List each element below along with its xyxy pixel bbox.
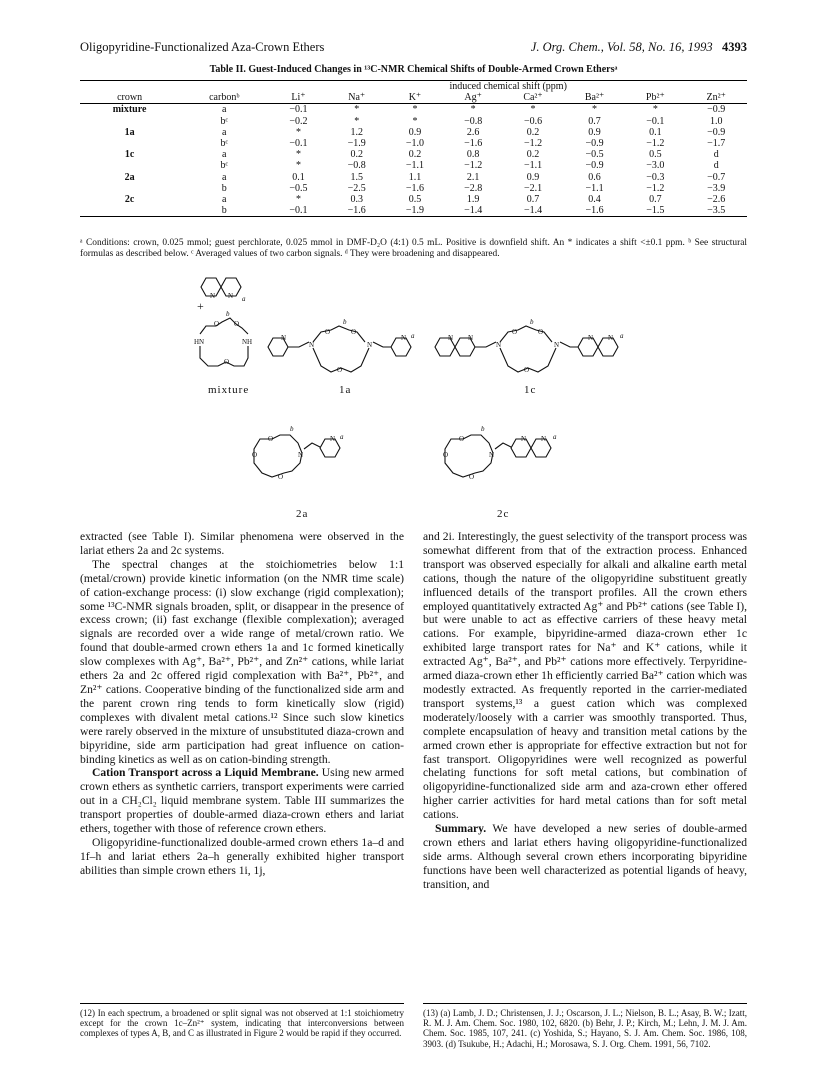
paragraph-text: Using new armed crown ethers as synthetic carriers, transport experiments were carried out in a CH₂Cl₂ liquid membrane system. Table III summarizes the transport properties of double-armed diaza-crown ethers and lariat ethers, together with those of reference crown ethers. — [80, 766, 404, 836]
table-cell: a — [222, 171, 227, 183]
table-column-header: Ba²⁺ — [564, 92, 626, 104]
table-cell: −1.2 — [646, 182, 665, 194]
table-cell: −2.5 — [347, 182, 366, 194]
table-cell: 2.1 — [466, 171, 480, 183]
running-header-left: Oligopyridine-Functionalized Aza-Crown Ethers — [80, 40, 325, 54]
table-cell: 0.6 — [588, 171, 601, 183]
table-cell: * — [530, 104, 536, 116]
atom-N: N — [281, 334, 287, 342]
paragraph — [80, 766, 404, 836]
table-cell: 0.2 — [350, 149, 363, 161]
structure-1c — [432, 318, 632, 378]
atom-O: O — [214, 320, 220, 328]
table-cell: −0.6 — [523, 115, 543, 127]
atom-N: N — [496, 341, 502, 349]
label-mixture: mixture — [208, 384, 250, 396]
bipyridine-structure — [196, 276, 256, 306]
table-cell: 0.9 — [408, 126, 422, 138]
table-cell: −0.2 — [289, 115, 308, 127]
table-cell: * — [296, 194, 301, 206]
table-cell-crown — [80, 116, 179, 127]
table-cell: b — [221, 182, 227, 194]
table-cell: −1.9 — [386, 205, 444, 217]
table-cell: 0.2 — [408, 149, 422, 161]
atom-N: N — [228, 292, 234, 300]
table-cell: −1.2 — [464, 160, 483, 172]
table-cell: −1.4 — [502, 205, 564, 217]
table-cell: −1.6 — [328, 205, 386, 217]
table-cell: 1.2 — [350, 126, 363, 138]
site-b-label: b — [226, 310, 230, 318]
atom-O: O — [459, 435, 465, 443]
table-cell: * — [470, 104, 476, 116]
table-cell: * — [412, 104, 418, 116]
atom-HN: HN — [194, 338, 205, 346]
table-cell: −1.1 — [585, 182, 604, 194]
table-column-header: carbonᵇ — [179, 92, 269, 104]
table-cell: −0.1 — [289, 138, 308, 150]
atom-O: O — [325, 328, 331, 336]
atom-N: N — [330, 435, 336, 443]
atom-N: N — [298, 451, 304, 459]
table-cell: d — [713, 149, 719, 161]
table-row — [80, 172, 747, 183]
table-cell: −0.5 — [585, 149, 604, 161]
table-cell: a — [222, 104, 227, 116]
atom-O: O — [512, 328, 518, 336]
table-cell: * — [296, 126, 301, 138]
structure-2c — [441, 427, 566, 483]
table-cell-crown — [80, 183, 179, 194]
table-row — [80, 183, 747, 194]
table-cell: −0.1 — [269, 205, 327, 217]
footnote-13: (13) (a) Lamb, J. D.; Christensen, J. J.; Oscarson, J. L.; Nielson, B. L.; Asay, B. W.; Izatt, R. M. J. Am. Chem. Soc. 1980, 102, 6820. (b) Behr, J. P.; Kirch, M.; Lehn, J. M. J. Am. Chem. Soc. 1985, 107, 241. (c) Yoshida, S.; Hayano, S. J. Am. Chem. Soc. 1986, 108, 3903. (d) Tsukube, H.; Adachi, H.; Morosawa, S. J. Org. Chem. 1991, 56, 7102. — [423, 1003, 747, 1049]
table-cell-crown: 1a — [124, 126, 135, 138]
atom-O: O — [252, 451, 258, 459]
table-cell: a — [222, 194, 227, 206]
paragraph: Oligopyridine-functionalized double-armed crown ethers 1a–d and 1f–h and lariat ethers 2a–h generally exhibited higher transport abilities than simple crown ethers 1i, 1j, — [80, 835, 404, 877]
paragraph-text: We have developed a new series of double-armed crown ethers and lariat ethers having oligopyridine-functionalized side arms. Although several crown ethers incorporating bipyridine functions have been well characterized as potential ligands of heavy, transition, and — [423, 822, 747, 891]
table-cell: 0.2 — [526, 126, 540, 138]
table-cell: −1.2 — [646, 138, 665, 150]
table-cell: 0.7 — [588, 115, 601, 127]
atom-N: N — [588, 334, 594, 342]
label-2a: 2a — [296, 508, 309, 520]
table-cell: 0.8 — [466, 149, 480, 161]
table-cell: * — [296, 160, 301, 172]
table-row — [80, 138, 747, 149]
running-header-right — [531, 40, 747, 55]
left-text-column — [80, 530, 404, 878]
paragraph: extracted (see Table I). Similar phenomena were observed in the lariat ethers 2a and 2c systems. — [80, 530, 404, 557]
table-cell: −0.5 — [289, 182, 308, 194]
atom-O: O — [443, 451, 449, 459]
table-cell: −3.5 — [685, 205, 747, 217]
table-cell: −2.1 — [523, 182, 543, 194]
structure-2a — [250, 427, 355, 483]
table-cell: * — [354, 104, 360, 116]
table-cell-crown — [80, 205, 179, 217]
atom-O: O — [337, 366, 343, 374]
right-text-column — [423, 530, 747, 892]
table-cell: −3.9 — [707, 182, 726, 194]
table-cell: bᶜ — [220, 138, 229, 150]
label-1a: 1a — [339, 384, 352, 396]
table-cell: 0.7 — [649, 194, 662, 206]
table-cell-crown: 1c — [124, 149, 135, 161]
table-cell: −0.9 — [585, 138, 604, 150]
table-column-header: crown — [80, 92, 179, 104]
table-cell: −0.8 — [347, 160, 366, 172]
atom-NH: NH — [242, 338, 253, 346]
table-column-header: Li⁺ — [269, 92, 327, 104]
atom-O: O — [538, 328, 544, 336]
table-row — [80, 127, 747, 138]
site-b-label: b — [481, 425, 485, 433]
atom-N: N — [521, 435, 527, 443]
table-cell: * — [592, 104, 598, 116]
label-2c: 2c — [497, 508, 510, 520]
atom-N: N — [554, 341, 560, 349]
table-body — [80, 104, 747, 217]
atom-O: O — [469, 473, 475, 481]
table-cell: a — [222, 149, 227, 161]
table-cell: −0.7 — [707, 171, 726, 183]
section-heading-summary: Summary. — [435, 822, 487, 836]
table-row — [80, 104, 747, 116]
paragraph: The spectral changes at the stoichiometries below 1:1 (metal/crown) provide kinetic information (on the NMR time scale) of cation-exchange process: (i) slow exchange (rigid complexation); some ¹³C-NMR signals broaden, split, or disappear in the presence of excess crown; (ii) fast exchange (flexible complexation); averaged signals are recorded over a wide range of metal/crown ratio. We found that double-armed crown ethers 1a and 1c formed kinetically slow complexes with Ag⁺, Ba²⁺, Pb²⁺, and Zn²⁺ cations, while lariat ethers 2a and 2c offered rigid complexation with Ba²⁺, Pb²⁺, and Zn²⁺ cations. Cooperative binding of the functionalized side arm and the parent crown ring tends to form kinetically slow (rigid) complexes with divalent metal cations.¹² Since such slow kinetics were rarely observed in the mixture of unsubstituted diaza-crown and bipyridine, side arm participation had great influence on cation-binding kinetics as well as on cation-binding strength. — [80, 557, 404, 766]
site-b-label: b — [530, 318, 534, 326]
table-cell: −1.7 — [707, 138, 726, 150]
table-cell: −1.1 — [523, 160, 543, 172]
diaza-crown-structure — [196, 310, 256, 374]
table-column-header: Zn²⁺ — [685, 92, 747, 104]
table-row — [80, 160, 747, 171]
table-span-header: induced chemical shift (ppm) — [269, 81, 747, 93]
table-cell: 0.9 — [588, 126, 601, 138]
site-b-label: b — [343, 318, 347, 326]
site-a-label: a — [340, 433, 344, 441]
atom-N: N — [367, 341, 373, 349]
table-cell: 0.9 — [526, 171, 540, 183]
table-cell: −1.6 — [464, 138, 483, 150]
table-column-header: Ca²⁺ — [502, 92, 564, 104]
table-cell: −1.1 — [405, 160, 424, 172]
table-column-header: Na⁺ — [328, 92, 386, 104]
nmr-shift-table — [80, 80, 747, 217]
table-cell: 0.1 — [292, 171, 305, 183]
table-cell: 1.9 — [466, 194, 480, 206]
atom-N: N — [448, 334, 454, 342]
table-cell: −1.0 — [405, 138, 424, 150]
table-cell: 0.3 — [350, 194, 363, 206]
table-cell: a — [222, 126, 227, 138]
table-cell: 0.2 — [526, 149, 540, 161]
table-cell: −1.6 — [564, 205, 626, 217]
table-cell: 2.6 — [466, 126, 480, 138]
table-row — [80, 149, 747, 160]
table-cell: −0.9 — [707, 104, 726, 116]
atom-N: N — [489, 451, 495, 459]
page-number: 4393 — [722, 40, 747, 54]
table-cell: * — [296, 149, 301, 161]
label-1c: 1c — [524, 384, 537, 396]
table-cell: −1.2 — [523, 138, 543, 150]
site-a-label: a — [620, 332, 624, 340]
atom-O: O — [351, 328, 357, 336]
atom-N: N — [401, 334, 407, 342]
table-cell: * — [652, 104, 658, 116]
table-cell: −0.3 — [646, 171, 665, 183]
table-cell: −1.4 — [444, 205, 502, 217]
section-heading-cation-transport: Cation Transport across a Liquid Membrane. — [92, 766, 319, 780]
table-cell-crown: 2c — [124, 194, 135, 206]
atom-N: N — [468, 334, 474, 342]
atom-O: O — [224, 358, 230, 366]
atom-O: O — [234, 320, 240, 328]
table-cell: * — [354, 115, 360, 127]
table-cell: bᶜ — [220, 160, 229, 172]
atom-N: N — [608, 334, 614, 342]
table-cell-crown: 2a — [124, 171, 135, 183]
atom-O: O — [278, 473, 284, 481]
atom-N: N — [309, 341, 315, 349]
structure-1a — [265, 318, 415, 378]
table-row — [80, 116, 747, 127]
paragraph: and 2i. Interestingly, the guest selectivity of the transport process was somewhat different from that of the extraction process. Enhanced transport was observed especially for alkali and alkaline earth metal cations, though the nature of the oligopyridine substituent greatly influenced details of the transport profiles. All the crown ethers employed quantitatively extracted Ag⁺ and Pb²⁺ cations (see Table I), but were unable to act as effective carriers of these heavy metal cations. For example, bipyridine-armed diaza-crown ether 1c exhibited large transport rates for Na⁺ and K⁺ cations, while it extracted Ag⁺, Ba²⁺, and Pb²⁺ cations more effectively. Terpyridine-armed diaza-crown ether 1h efficiently carried Ba²⁺ cation which was modestly extracted. As frequently reported in the carrier-mediated transport systems,¹³ a guest cation which was complexed moderately/loosely with a carrier was smoothly transported. Thus, complete encapsulation of heavy and transition metal cations by the armed crown ether is appropriate for effective extraction but not for fast transport. Oligopyridines were well recognized as powerful chelating functions for soft metal cations, but combination of oligopyridine-functionalized side arm and aza-crown ether offered higher carrier activities for hard metal cations than for soft metal cations. — [423, 530, 747, 822]
table-cell: −3.0 — [646, 160, 665, 172]
table-cell-crown — [80, 138, 179, 149]
table-cell: 0.5 — [649, 149, 662, 161]
table-cell: −1.6 — [405, 182, 424, 194]
table-cell: −0.1 — [646, 115, 665, 127]
table-cell: −0.9 — [707, 126, 726, 138]
table-cell: −1.5 — [625, 205, 685, 217]
atom-O: O — [268, 435, 274, 443]
table-cell-crown: mixture — [112, 104, 147, 116]
atom-N: N — [210, 292, 216, 300]
site-a-label: a — [553, 433, 557, 441]
table-cell: 1.0 — [709, 115, 723, 127]
table-cell: 0.1 — [649, 126, 662, 138]
journal-citation: J. Org. Chem., Vol. 58, No. 16, 1993 — [530, 40, 713, 54]
atom-N: N — [541, 435, 547, 443]
paragraph — [423, 822, 747, 892]
table-cell: bᶜ — [220, 115, 229, 127]
table-cell: 0.7 — [526, 194, 540, 206]
table-column-header: Pb²⁺ — [625, 92, 685, 104]
table-cell: −0.8 — [464, 115, 483, 127]
table-row — [80, 194, 747, 205]
table-cell: * — [412, 115, 418, 127]
table-column-header: Ag⁺ — [444, 92, 502, 104]
footnote-12: (12) In each spectrum, a broadened or split signal was not observed at 1:1 stoichiometry except for the crown 1c–Zn²⁺ system, indicating that interconversions between complexes of types A, B, and C as illustrated in Figure 2 would be rapid if they occurred. — [80, 1003, 404, 1039]
site-a-label: a — [411, 332, 415, 340]
table-cell: b — [179, 205, 269, 217]
table-cell: −2.8 — [464, 182, 483, 194]
site-a-label: a — [242, 295, 246, 303]
table-cell: 1.5 — [350, 171, 363, 183]
table-caption: Table II. Guest-Induced Changes in ¹³C-NMR Chemical Shifts of Double-Armed Crown Ethersᵃ — [209, 64, 618, 75]
plus-sign: + — [197, 299, 205, 313]
atom-O: O — [524, 366, 530, 374]
table-footnote: ᵃ Conditions: crown, 0.025 mmol; guest perchlorate, 0.025 mmol in DMF-D₂O (4:1) 0.5 mL. Positive is downfield shift. An * indicates a shift <±0.1 ppm. ᵇ See structural formulas as described below. ᶜ Averaged values of two carbon signals. ᵈ They were broadening and disappeared. — [80, 238, 747, 259]
table-cell: −2.6 — [707, 194, 726, 206]
table-row — [80, 205, 747, 217]
table-cell: −0.1 — [289, 104, 308, 116]
table-cell: d — [713, 160, 719, 172]
table-cell-crown — [80, 160, 179, 171]
table-cell: −0.9 — [585, 160, 604, 172]
table-cell: 0.4 — [588, 194, 601, 206]
table-cell: 1.1 — [408, 171, 422, 183]
table-column-header: K⁺ — [386, 92, 444, 104]
table-cell: 0.5 — [408, 194, 422, 206]
table-cell: −1.9 — [347, 138, 366, 150]
table-column-headers — [80, 92, 747, 104]
site-b-label: b — [290, 425, 294, 433]
